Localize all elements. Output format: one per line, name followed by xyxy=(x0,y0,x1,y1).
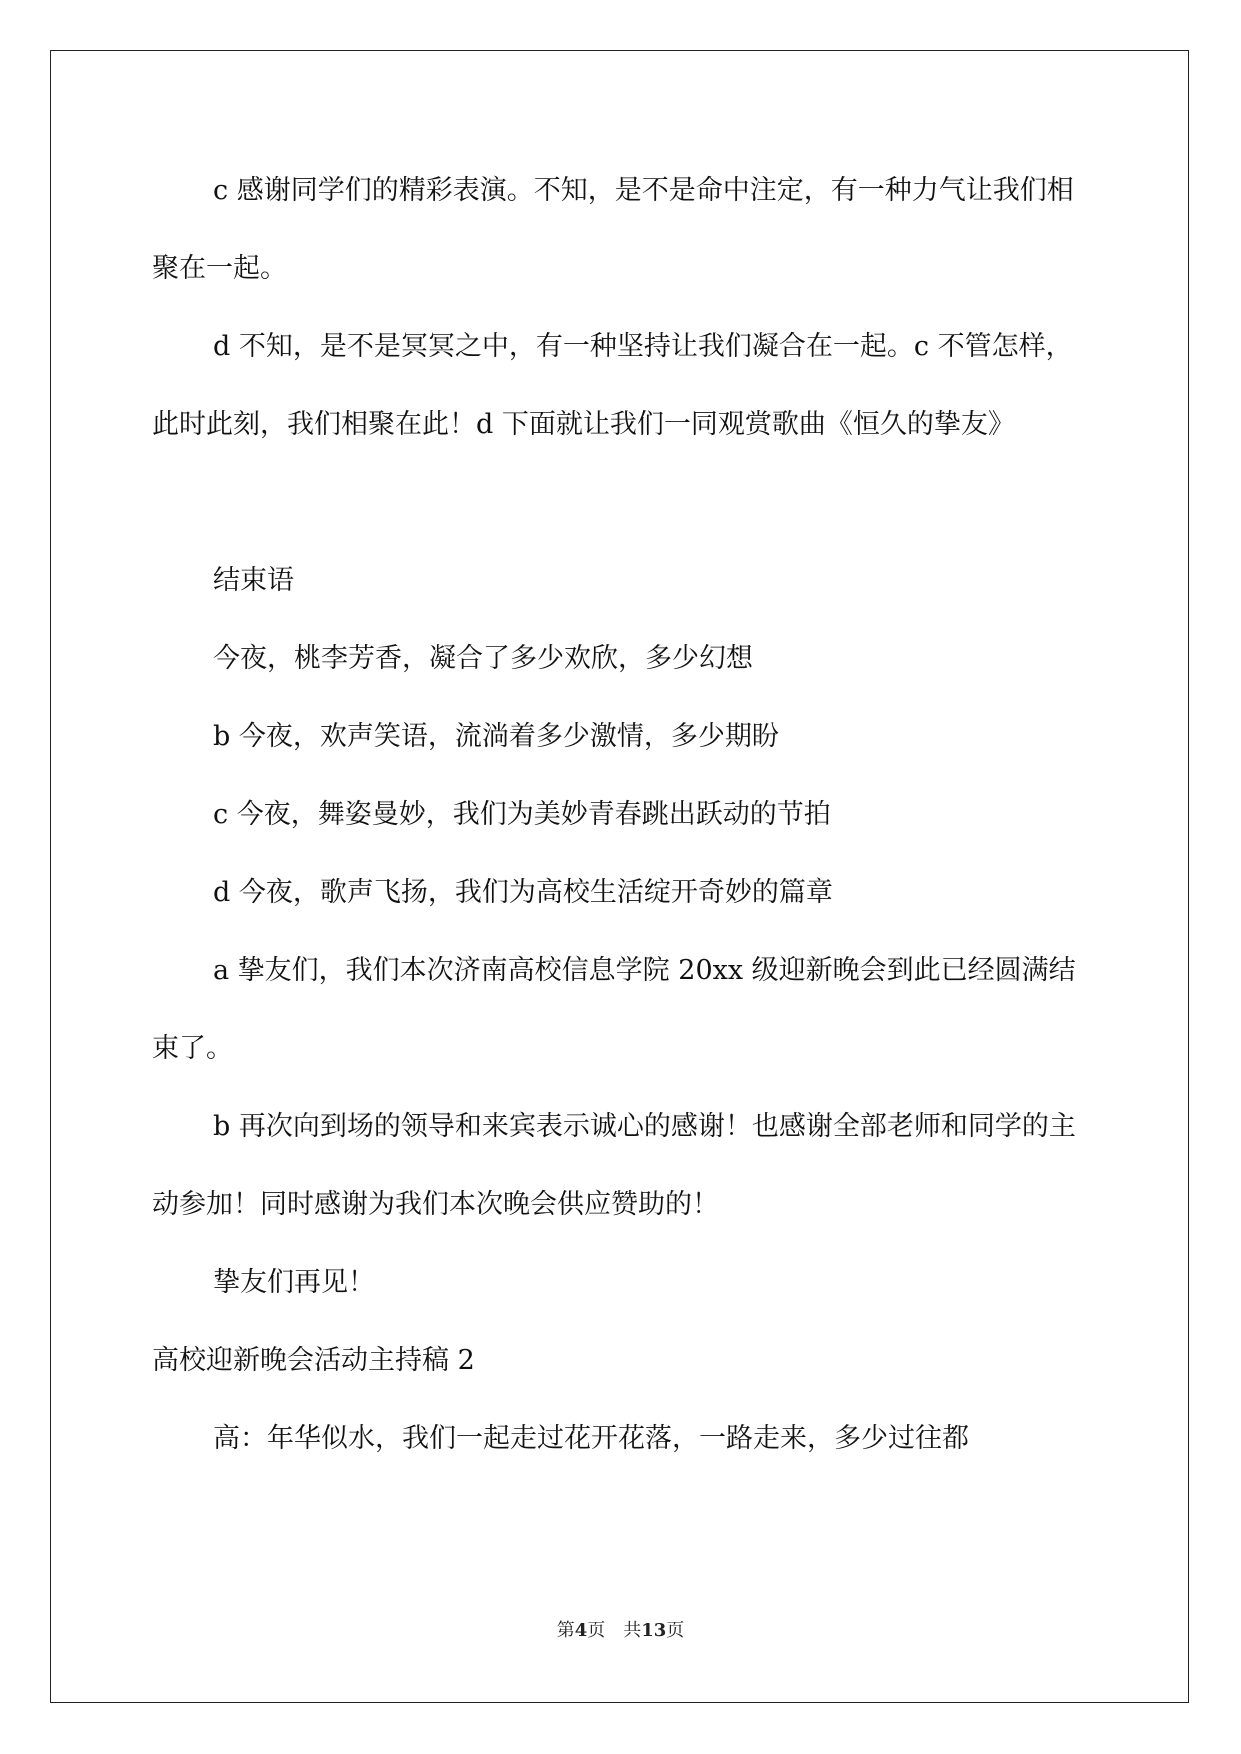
paragraph-b-thanks: b 再次向到场的领导和来宾表示诚心的感谢！也感谢全部老师和同学的主动参加！同时感谢为我们本次晚会供应赞助的！ xyxy=(152,1111,1076,1220)
footer-page-number: 4 xyxy=(574,1620,588,1641)
section-heading-closing: 结束语 xyxy=(213,565,294,596)
paragraph-d-song-intro: d 不知，是不是冥冥之中，有一种坚持让我们凝合在一起。c 不管怎样，此时此刻，我们相聚在此！d 下面就让我们一同观赏歌曲《恒久的挚友》 xyxy=(152,331,1073,440)
paragraph-gao-opening: 高：年华似水，我们一起走过花开花落，一路走来，多少过往都 xyxy=(213,1423,969,1454)
paragraph-c-thanks: c 感谢同学们的精彩表演。不知，是不是命中注定，有一种力气让我们相聚在一起。 xyxy=(152,175,1074,284)
footer-middle: 页 共 xyxy=(587,1620,642,1641)
page-footer xyxy=(0,1619,1241,1643)
paragraph-tonight-1: 今夜，桃李芳香，凝合了多少欢欣，多少幻想 xyxy=(213,643,753,674)
paragraph-a-ending: a 挚友们，我们本次济南高校信息学院 20xx 级迎新晚会到此已经圆满结束了。 xyxy=(152,955,1076,1064)
paragraph-tonight-b: b 今夜，欢声笑语，流淌着多少激情，多少期盼 xyxy=(213,721,779,752)
paragraph-tonight-d: d 今夜，歌声飞扬，我们为高校生活绽开奇妙的篇章 xyxy=(213,877,833,908)
paragraph-tonight-c: c 今夜，舞姿曼妙，我们为美妙青春跳出跃动的节拍 xyxy=(213,799,831,830)
document-title-2: 高校迎新晚会活动主持稿 2 xyxy=(152,1345,475,1376)
paragraph-goodbye: 挚友们再见！ xyxy=(213,1267,375,1298)
footer-prefix: 第 xyxy=(556,1620,575,1641)
footer-total-pages: 13 xyxy=(641,1620,667,1641)
footer-suffix: 页 xyxy=(666,1620,685,1641)
